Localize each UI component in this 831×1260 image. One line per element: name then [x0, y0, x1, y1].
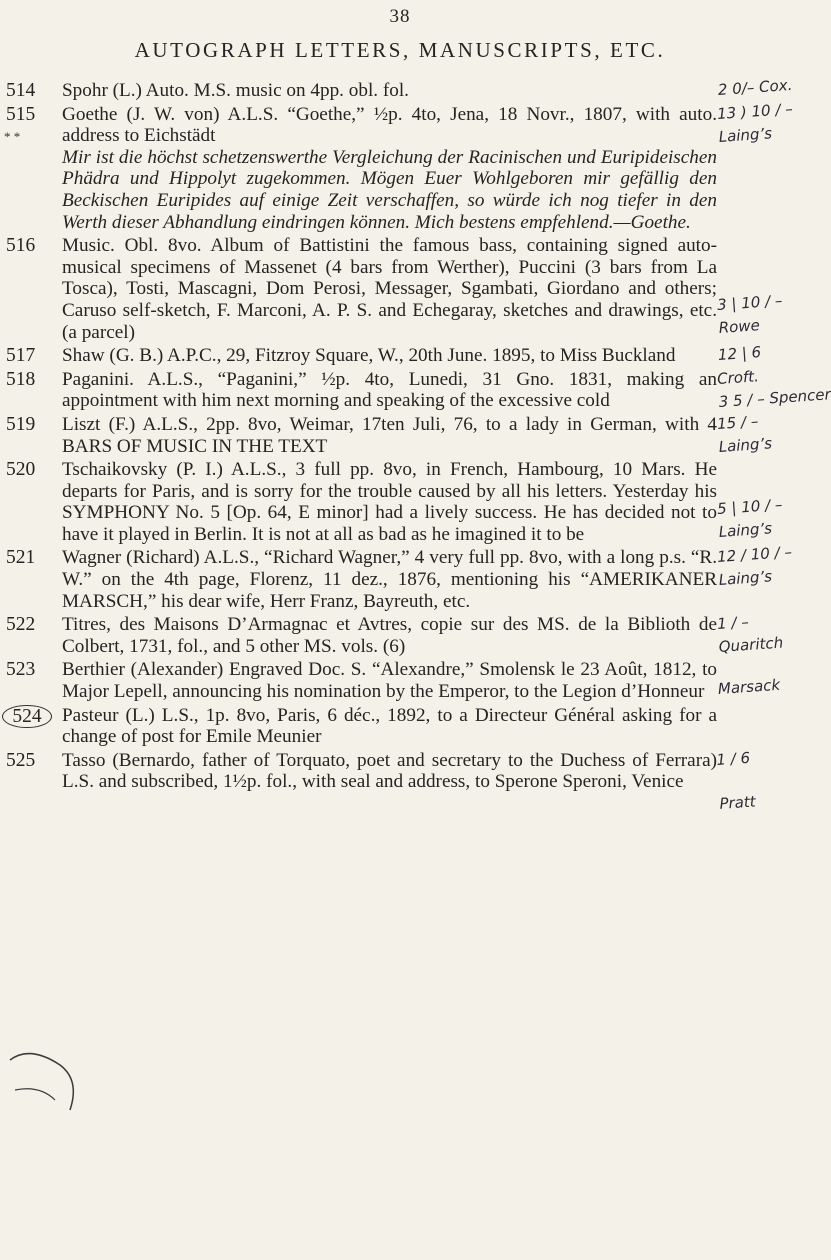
lot-entry: [0, 543, 793, 612]
lot-entry: [0, 412, 773, 457]
lot-entry: [0, 705, 717, 748]
lot-number: 523: [6, 659, 36, 681]
lot-description: Liszt (F.) A.L.S., 2pp. 8vo, Weimar, 17ten Juli, 76, to a lady in German, with 4 BARS OF MUSIC IN THE TEXT: [62, 413, 717, 457]
running-head: AUTOGRAPH LETTERS, MANUSCRIPTS, ETC.: [134, 38, 666, 62]
handwritten-price: [716, 744, 800, 815]
handwritten-price-amount: 15 / –: [716, 412, 759, 433]
lot-description: Titres, des Maisons D’Armagnac et Avtres, copie sur des MS. de la Biblioth de Colbert, 1731, fol., and 5 other MS. vols. (6): [62, 614, 717, 657]
lot-quote: Mir ist die höchst schetzenswerthe Vergleichung der Racinischen und Euripideischen Phädra und Hippolyt zugekommen. Mögen Euer Wohlgeboren mir gefällig den Beckischen Euripides auf einige Zeit verschaffen, so würde ich nog tiefer in den Werth dieser Abhandlung eindringen können. Mich bestens empfehlend.—Goethe.: [62, 146, 717, 233]
lot-description: Spohr (L.) Auto. M.S. music on 4pp. obl. fol.: [62, 80, 409, 101]
handwritten-price: [716, 494, 799, 544]
handwritten-price-amount: 1 / –: [716, 613, 750, 634]
lot-number: 515: [6, 103, 36, 125]
lot-description: Tschaikovsky (P. I.) A.L.S., 3 full pp. 8vo, in French, Hambourg, 10 Mars. He departs for Paris, and is sorry for the trouble caused by all his letters. Yesterday his SYMPHONY No. 5 [Op. 64, E minor] had a lively success. He has decided not to have it played in Berlin. It is not at all as bad as he imagined it to be: [62, 459, 717, 545]
handwritten-price: [718, 699, 798, 705]
handwritten-price-amount: 12 / 10 / –: [716, 543, 793, 567]
handwritten-price: 12 | 6: [717, 343, 762, 365]
handwritten-price-amount: 3 | 10 / –: [716, 291, 783, 315]
lot-number: 514: [6, 80, 36, 101]
page-number: 38: [389, 6, 411, 27]
lot-list: [0, 75, 831, 813]
lot-number: 520: [6, 459, 36, 481]
handwritten-price: [716, 98, 799, 148]
handwritten-buyer: Pratt: [718, 791, 757, 813]
lot-description: Wagner (Richard) A.L.S., “Richard Wagner,” 4 very full pp. 8vo, with a long p.s. “R. W.” on the 4th page, Florenz, 11 dez., 1876, mentioning his “AMERIKANER MARSCH,” his dear wife, Herr Franz, Bayreuth, etc.: [62, 547, 717, 612]
lot-description: Berthier (Alexander) Engraved Doc. S. “Alexandre,” Smolensk le 23 Août, 1812, to Major Lepell, announcing his nomination by the Emperor, to the Legion d’Honneur: [62, 659, 717, 703]
handwritten-price: [716, 363, 831, 413]
lot-entry: [0, 366, 831, 412]
lot-entry: [0, 659, 781, 703]
lot-description: Music. Obl. 8vo. Album of Battistini the famous bass, containing signed auto-musical specimens of Massenet (4 bars from Werther), Puccini (3 bars from La Tosca), Tosti, Mascagni, Dom Perosi, Messager, Sgambati, Giordano and others; Caruso self-sketch, F. Marconi, A. P. S. and Echegaray, sketches and drawings, etc. (a parcel): [62, 235, 717, 343]
handwritten-price: [716, 609, 799, 659]
handwritten-buyer: Laing’s: [718, 123, 773, 146]
handwritten-price: [716, 290, 799, 340]
lot-number: 517: [6, 345, 36, 367]
handwritten-buyer: Rowe: [718, 315, 761, 337]
lot-number: 516: [6, 235, 36, 257]
lot-entry: [0, 748, 757, 813]
lot-entry: [0, 99, 794, 234]
handwritten-buyer: Quaritch: [718, 633, 784, 656]
handwritten-buyer: 3 5 / – Spencer: [718, 384, 831, 411]
lot-entry: [0, 343, 762, 367]
lot-entry: [0, 235, 783, 343]
handwritten-price: [716, 408, 799, 458]
lot-description: Pasteur (L.) L.S., 1p. 8vo, Paris, 6 déc., 1892, to a Directeur Général asking for a change of post for Emile Meunier: [62, 704, 717, 748]
lot-number: 525: [6, 749, 36, 771]
handwritten-buyer: Laing’s: [718, 433, 773, 456]
lot-description: Goethe (J. W. von) A.L.S. “Goethe,” ½p. 4to, Jena, 18 Novr., 1807, with auto. address to Eichstädt: [62, 103, 717, 147]
handwritten-price-amount: 5 | 10 / –: [716, 495, 783, 519]
handwritten-price: 2 0/– Cox.: [717, 75, 793, 99]
pencil-doodle: [0, 1040, 120, 1260]
handwritten-price-amount: Croft.: [716, 366, 760, 388]
lot-entry: [0, 75, 793, 102]
handwritten-buyer: Marsack: [717, 676, 781, 699]
lot-description: Tasso (Bernardo, father of Torquato, poet and secretary to the Duchess of Ferrara) L.S. and subscribed, 1½p. fol., with seal and address, to Sperone Speroni, Venice: [62, 749, 717, 793]
lot-number: 522: [6, 614, 36, 636]
handwritten-buyer: Laing’s: [718, 518, 773, 541]
handwritten-buyer: Laing’s: [718, 567, 773, 590]
lot-description: Shaw (G. B.) A.P.C., 29, Fitzroy Square, W., 20th June. 1895, to Miss Buckland: [62, 345, 676, 367]
lot-number: 519: [6, 413, 36, 435]
asterisk-mark: * *: [4, 128, 21, 144]
lot-number: 521: [6, 547, 36, 569]
lot-entry: [0, 613, 784, 657]
lot-number: 524: [2, 705, 52, 729]
lot-description: Paganini. A.L.S., “Paganini,” ½p. 4to, Lunedi, 31 Gno. 1831, making an appointment with him next morning and speaking of the excessive cold: [62, 368, 717, 412]
handwritten-price-amount: 13 ) 10 / –: [716, 99, 794, 123]
handwritten-price-amount: 1 / 6: [715, 748, 751, 769]
lot-entry: [0, 459, 783, 545]
handwritten-price: [716, 542, 799, 592]
lot-number: 518: [6, 368, 36, 390]
